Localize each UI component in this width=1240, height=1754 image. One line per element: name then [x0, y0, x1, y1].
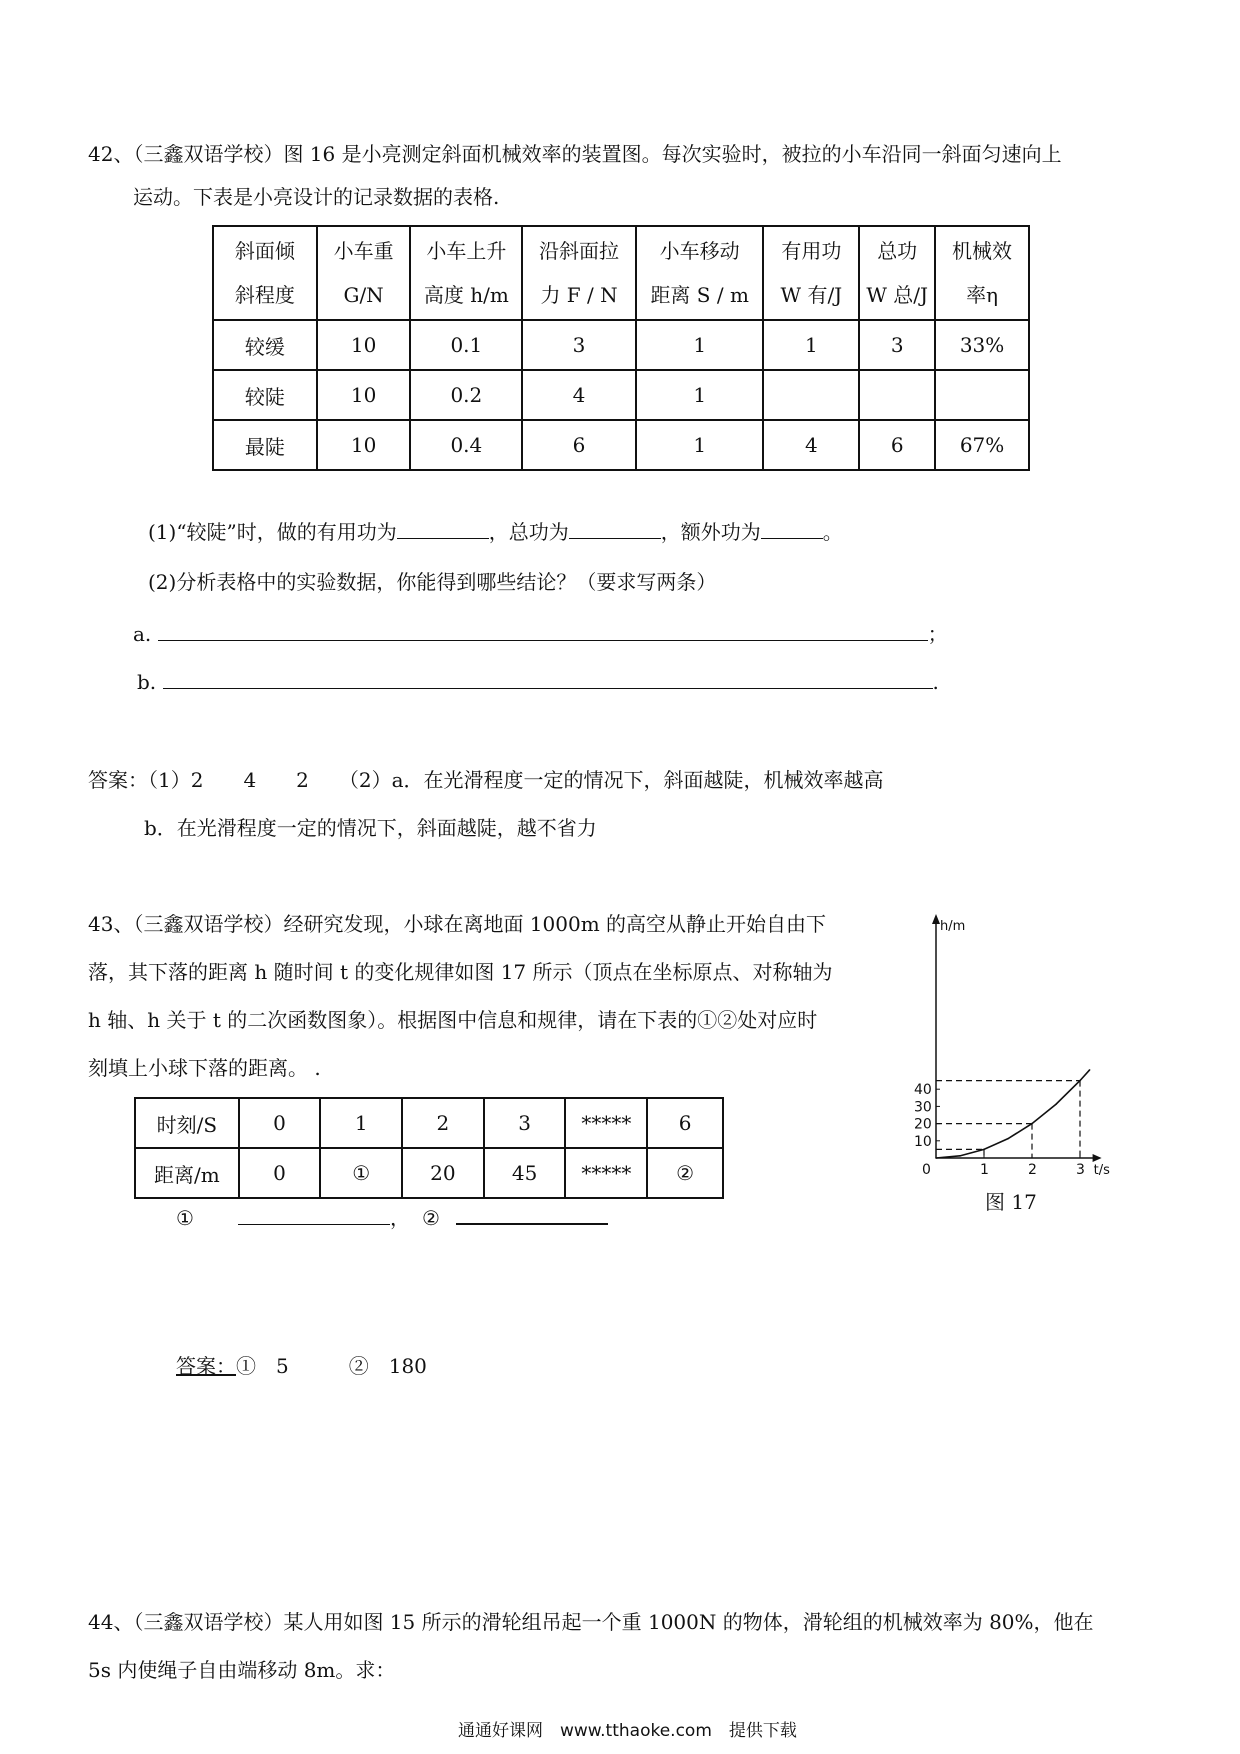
header-text: 斜面倾	[234, 239, 295, 263]
q42-answer-line1: 答案：（1）2 4 2 （2）a．在光滑程度一定的情况下，斜面越陡，机械效率越高	[88, 768, 884, 792]
q42-intro-line1	[88, 140, 1062, 168]
table-row	[135, 1098, 723, 1148]
q44-line2: 5s 内使绳子自由端移动 8m。求：	[88, 1658, 396, 1682]
y-tick-label: 20	[914, 1116, 932, 1133]
y-tick-label: 10	[914, 1133, 932, 1150]
table-cell: 20	[402, 1148, 484, 1198]
curve-point	[1079, 1080, 1081, 1082]
table-cell[interactable]	[859, 370, 935, 420]
conclusion-b-blank[interactable]	[163, 668, 933, 689]
table-cell: 2	[402, 1098, 484, 1148]
table-cell: 10	[317, 320, 411, 370]
table-row	[135, 1148, 723, 1198]
q43-line3: h 轴、h 关于 t 的二次函数图象）。根据图中信息和规律，请在下表的①②处对应时	[88, 1008, 818, 1032]
table-cell: 较缓	[213, 320, 317, 370]
q42-intro-text: （三鑫双语学校）图 16 是小亮测定斜面机械效率的装置图。每次实验时，被拉的小车沿同一斜面匀速向上	[133, 142, 1062, 166]
q43-answer	[176, 1352, 427, 1380]
q43-answer-values: ① 5 ② 180	[236, 1354, 427, 1378]
total-work-blank[interactable]	[569, 518, 661, 539]
x-axis-label: t/s	[1093, 1163, 1110, 1178]
distance-blank-1[interactable]	[238, 1204, 390, 1225]
table-cell: 67%	[935, 420, 1029, 470]
q42-sub1-text-c: ，额外功为	[660, 520, 761, 544]
x-tick-label: 3	[1076, 1162, 1085, 1178]
table-cell: ②	[647, 1148, 723, 1198]
useful-work-blank[interactable]	[397, 518, 489, 539]
table-row	[213, 420, 1029, 470]
header-text: G/N	[343, 283, 384, 307]
q43-answer-label: 答案：	[176, 1354, 236, 1378]
q42-intro-line2: 运动。下表是小亮设计的记录数据的表格.	[133, 185, 500, 209]
table-cell: 3	[859, 320, 935, 370]
distance-blank-2[interactable]	[456, 1203, 608, 1225]
table-cell: 4	[763, 420, 859, 470]
curve-point	[1031, 1123, 1033, 1125]
curve-point	[959, 1155, 961, 1157]
q43-blank2-label: ②	[421, 1206, 440, 1230]
q42-conclusion-a	[133, 620, 948, 648]
q42-sub1-text-d: 。	[822, 520, 843, 544]
table-cell[interactable]	[935, 370, 1029, 420]
curve-point	[1007, 1138, 1009, 1140]
table-cell: 6	[859, 420, 935, 470]
q44-line1: 44、（三鑫双语学校）某人用如图 15 所示的滑轮组吊起一个重 1000N 的物体，滑轮组的机械效率为 80%，他在	[88, 1610, 1094, 1634]
header-text: 沿斜面拉	[539, 239, 620, 263]
y-axis-arrow	[932, 914, 940, 924]
conclusion-a-blank[interactable]	[158, 620, 928, 641]
table-cell: ①	[320, 1148, 402, 1198]
header-text: 小车上升	[426, 239, 507, 263]
conclusion-a-end: ；	[927, 622, 948, 646]
table-cell: 0.1	[410, 320, 522, 370]
table-header-cell	[317, 226, 411, 320]
table-cell: 6	[522, 420, 636, 470]
page-footer: 通通好课网 www.tthaoke.com 提供下载	[458, 1721, 797, 1741]
y-tick-label: 30	[914, 1099, 932, 1116]
table-cell: 1	[320, 1098, 402, 1148]
q42-answer-line2: b．在光滑程度一定的情况下，斜面越陡，越不省力	[144, 816, 597, 840]
curve-point	[1055, 1103, 1057, 1105]
origin-label: 0	[922, 1162, 931, 1178]
q42-number: 42、	[88, 142, 134, 166]
table-cell: 距离/m	[135, 1148, 239, 1198]
q42-sub1-text-b: ，总功为	[488, 520, 569, 544]
q43-blank1-label: ①	[176, 1206, 194, 1230]
table-cell: 1	[636, 370, 764, 420]
curve-point	[983, 1149, 985, 1151]
table-cell: 4	[522, 370, 636, 420]
table-row	[213, 320, 1029, 370]
x-tick-label: 2	[1028, 1162, 1037, 1178]
table-cell: 0.2	[410, 370, 522, 420]
y-axis-label: h/m	[940, 919, 966, 934]
q42-conclusion-b	[137, 668, 939, 696]
table-row	[213, 370, 1029, 420]
header-text: 机械效	[952, 239, 1013, 263]
table-cell: 45	[484, 1148, 566, 1198]
table-cell: *****	[565, 1098, 647, 1148]
table-cell: 10	[317, 370, 411, 420]
x-axis-arrow	[1093, 1154, 1102, 1162]
table-cell: 最陡	[213, 420, 317, 470]
header-text: W 有/J	[780, 283, 843, 307]
figure-17-graph	[900, 900, 1130, 1190]
q42-data-table	[212, 225, 1030, 471]
q43-line4: 刻填上小球下落的距离。 .	[88, 1056, 321, 1080]
table-header-row	[213, 226, 1029, 320]
header-text: 距离 S / m	[650, 283, 749, 307]
header-text: 率η	[966, 283, 999, 307]
table-header-cell	[522, 226, 636, 320]
header-text: 高度 h/m	[423, 283, 509, 307]
q43-line2: 落，其下落的距离 h 随时间 t 的变化规律如图 17 所示（顶点在坐标原点、对称轴为	[88, 960, 833, 984]
header-text: 斜程度	[234, 283, 295, 307]
y-tick-label: 40	[914, 1082, 932, 1099]
table-cell: 0	[239, 1148, 321, 1198]
q42-sub1	[148, 518, 843, 546]
table-cell: 3	[522, 320, 636, 370]
curve-point	[935, 1157, 937, 1159]
table-cell: 1	[763, 320, 859, 370]
table-cell: 10	[317, 420, 411, 470]
table-header-cell	[636, 226, 764, 320]
table-cell: 6	[647, 1098, 723, 1148]
table-cell: 0.4	[410, 420, 522, 470]
conclusion-b-end: .	[932, 670, 939, 694]
q43-blanks	[176, 1203, 608, 1232]
table-cell: 33%	[935, 320, 1029, 370]
table-cell: 3	[484, 1098, 566, 1148]
conclusion-b-label: b.	[137, 670, 157, 694]
table-cell: 较陡	[213, 370, 317, 420]
table-cell: *****	[565, 1148, 647, 1198]
table-cell: 时刻/S	[135, 1098, 239, 1148]
q42-sub1-text-a: (1)“较陡”时，做的有用功为	[148, 520, 397, 544]
table-cell: 1	[636, 420, 764, 470]
q43-line1: 43、（三鑫双语学校）经研究发现，小球在离地面 1000m 的高空从静止开始自由下	[88, 912, 827, 936]
x-tick-label: 1	[980, 1162, 989, 1178]
conclusion-a-label: a.	[133, 622, 152, 646]
figure-17-caption: 图 17	[985, 1190, 1037, 1214]
q43-comma: ，	[389, 1206, 410, 1230]
header-text: 总功	[877, 239, 918, 263]
curve-point	[1089, 1069, 1091, 1071]
header-text: 有用功	[781, 239, 842, 263]
q42-sub2: (2)分析表格中的实验数据，你能得到哪些结论？（要求写两条）	[148, 570, 717, 594]
parabola-curve	[936, 1070, 1090, 1158]
table-header-cell	[410, 226, 522, 320]
header-text: 小车重	[333, 239, 394, 263]
extra-work-blank[interactable]	[761, 518, 823, 539]
header-text: 小车移动	[659, 239, 740, 263]
table-cell[interactable]	[763, 370, 859, 420]
table-header-cell	[213, 226, 317, 320]
table-cell: 1	[636, 320, 764, 370]
q43-time-distance-table	[134, 1097, 724, 1199]
table-header-cell	[763, 226, 859, 320]
table-header-cell	[859, 226, 935, 320]
header-text: W 总/J	[866, 283, 929, 307]
table-header-cell	[935, 226, 1029, 320]
header-text: 力 F / N	[540, 283, 618, 307]
table-cell: 0	[239, 1098, 321, 1148]
